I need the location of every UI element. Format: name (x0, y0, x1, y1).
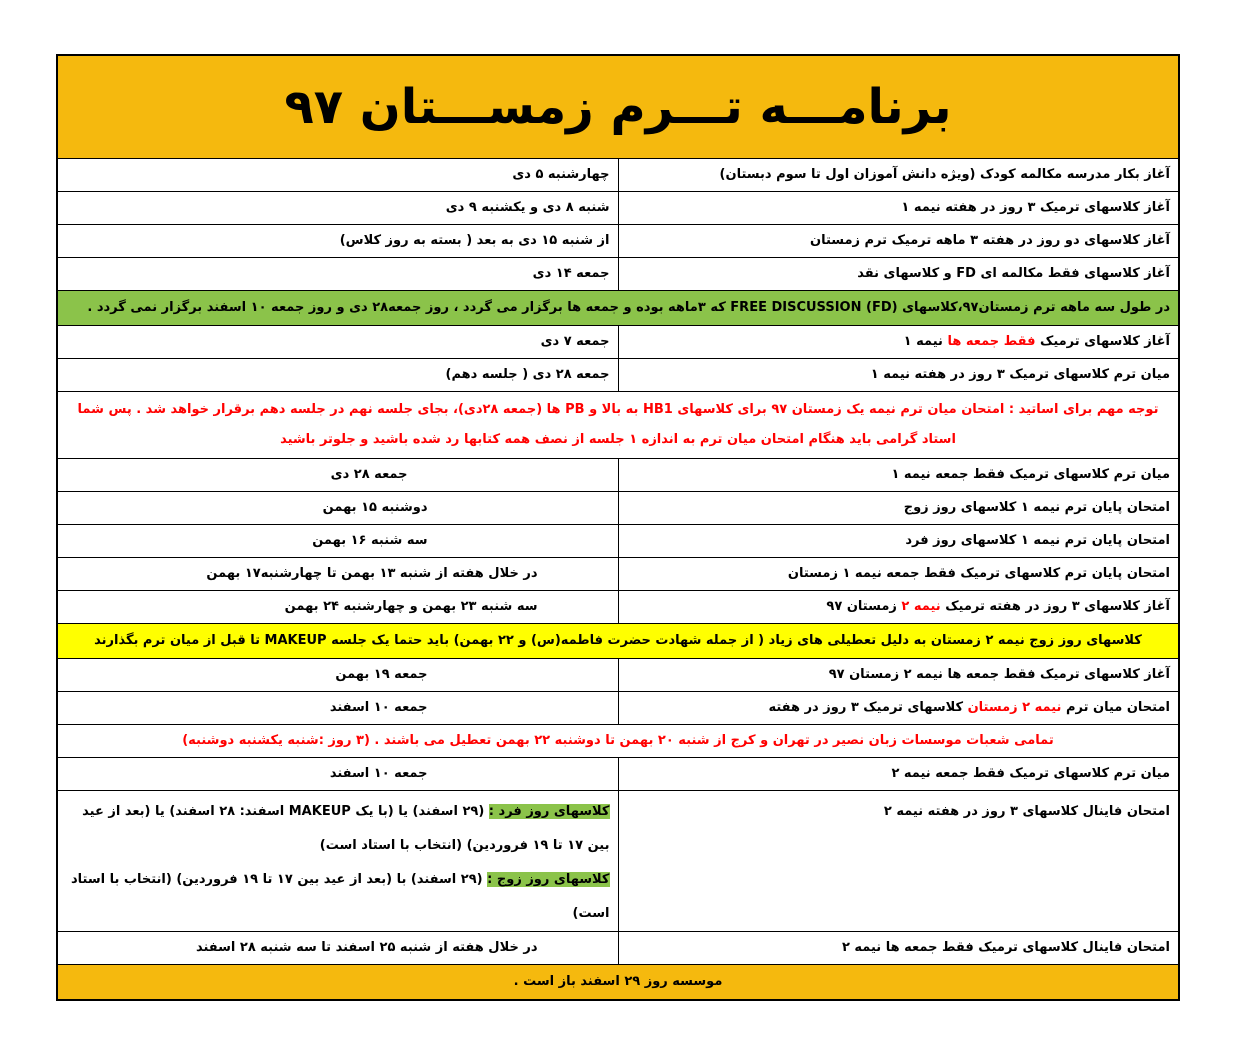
label-part: آغاز کلاسهای ترمیک (1035, 334, 1170, 349)
label-part: نیمه ۱ (903, 334, 948, 349)
row-label: امتحان فاینال کلاسهای ترمیک فقط جمعه ها نیمه ۲ (618, 932, 1179, 965)
label-part: امتحان میان ترم (1061, 700, 1170, 715)
row-label (618, 326, 1179, 359)
teacher-notice-row (58, 392, 1179, 459)
row-label: آغاز کلاسهای فقط مکالمه ای FD و کلاسهای نقد (618, 258, 1179, 291)
table-row (58, 932, 1179, 965)
table-row (58, 258, 1179, 291)
teacher-notice: توجه مهم برای اساتید : امتحان میان ترم نیمه یک زمستان ۹۷ برای کلاسهای HB1 به بالا و PB ها (جمعه ۲۸دی)، بجای جلسه نهم در جلسه دهم برقرار خواهد شد . پس شما استاد گرامی باید هنگام امتحان میان ترم به اندازه ۱ جلسه از نصف همه کتابها رد شده باشید و جلوتر باشید (58, 392, 1179, 459)
even-days-label: کلاسهای روز زوج : (487, 872, 610, 887)
row-value: دوشنبه ۱۵ بهمن (58, 492, 619, 525)
table-row (58, 692, 1179, 725)
row-label: میان ترم کلاسهای ترمیک فقط جمعه نیمه ۲ (618, 758, 1179, 791)
makeup-notice: کلاسهای روز زوج نیمه ۲ زمستان به دلیل تعطیلی های زیاد ( از جمله شهادت حضرت فاطمه(س) و ۲۲ بهمن) باید حتما یک جلسه MAKEUP تا قبل از میان ترم بگذارند (58, 624, 1179, 659)
schedule-sheet (56, 54, 1180, 1001)
row-value: چهارشنبه ۵ دی (58, 159, 619, 192)
row-value: جمعه ۷ دی (58, 326, 619, 359)
table-row (58, 359, 1179, 392)
final-exam-details (58, 791, 619, 932)
row-value: سه شنبه ۲۳ بهمن و چهارشنبه ۲۴ بهمن (58, 591, 619, 624)
row-label: آغاز کلاسهای دو روز در هفته ۳ ماهه ترمیک ترم زمستان (618, 225, 1179, 258)
green-notice-row (58, 291, 1179, 326)
footer-note: موسسه روز ۲۹ اسفند باز است . (58, 965, 1179, 1000)
label-highlight: نیمه ۲ (901, 599, 941, 614)
table-row (58, 558, 1179, 591)
label-part: کلاسهای ترمیک ۳ روز در هفته (768, 700, 968, 715)
label-part: زمستان ۹۷ (826, 599, 902, 614)
footer-row (58, 965, 1179, 1000)
row-label: آغاز کلاسهای ترمیک فقط جمعه ها نیمه ۲ زمستان ۹۷ (618, 659, 1179, 692)
table-row (58, 459, 1179, 492)
closure-notice-row (58, 725, 1179, 758)
row-value: جمعه ۱۰ اسفند (58, 692, 619, 725)
table-row (58, 225, 1179, 258)
yellow-notice-row (58, 624, 1179, 659)
page-title: برنامـــه تـــرم زمســـتان ۹۷ (58, 56, 1179, 159)
row-value: در خلال هفته از شنبه ۲۵ اسفند تا سه شنبه ۲۸ اسفند (58, 932, 619, 965)
table-row (58, 192, 1179, 225)
final-exam-row (58, 791, 1179, 932)
row-value: در خلال هفته از شنبه ۱۳ بهمن تا چهارشنبه۱۷ بهمن (58, 558, 619, 591)
schedule-table (57, 55, 1179, 1000)
even-days-text: (۲۹ اسفند) با (بعد از عید بین ۱۷ تا ۱۹ فروردین) (انتخاب با استاد است) (70, 872, 610, 921)
row-label: امتحان پایان ترم کلاسهای ترمیک فقط جمعه نیمه ۱ زمستان (618, 558, 1179, 591)
row-value: جمعه ۱۰ اسفند (58, 758, 619, 791)
row-value: جمعه ۲۸ دی ( جلسه دهم) (58, 359, 619, 392)
table-row (58, 159, 1179, 192)
row-value: جمعه ۱۹ بهمن (58, 659, 619, 692)
label-highlight: فقط جمعه ها (947, 334, 1036, 349)
row-label (618, 591, 1179, 624)
odd-days-label: کلاسهای روز فرد : (488, 804, 610, 819)
table-row (58, 758, 1179, 791)
row-label (618, 692, 1179, 725)
label-highlight: نیمه ۲ زمستان (967, 700, 1062, 715)
row-label: امتحان پایان ترم نیمه ۱ کلاسهای روز فرد (618, 525, 1179, 558)
row-label: امتحان فاینال کلاسهای ۳ روز در هفته نیمه ۲ (618, 791, 1179, 932)
label-part: آغاز کلاسهای ۳ روز در هفته ترمیک (940, 599, 1170, 614)
table-row (58, 492, 1179, 525)
row-label: میان ترم کلاسهای ترمیک فقط جمعه نیمه ۱ (618, 459, 1179, 492)
closure-notice: تمامی شعبات موسسات زبان نصیر در تهران و کرج از شنبه ۲۰ بهمن تا دوشنبه ۲۲ بهمن تعطیل می باشند . (۳ روز :شنبه یکشنبه دوشنبه) (58, 725, 1179, 758)
row-label: امتحان پایان ترم نیمه ۱ کلاسهای روز زوج (618, 492, 1179, 525)
table-row (58, 326, 1179, 359)
fd-notice: در طول سه ماهه ترم زمستان۹۷،کلاسهای FREE DISCUSSION (FD) که ۳ماهه بوده و جمعه ها برگزار می گردد ، روز جمعه۲۸ دی و روز جمعه ۱۰ اسفند برگزار نمی گردد . (58, 291, 1179, 326)
row-label: میان ترم کلاسهای ترمیک ۳ روز در هفته نیمه ۱ (618, 359, 1179, 392)
row-label: آغاز کلاسهای ترمیک ۳ روز در هفته نیمه ۱ (618, 192, 1179, 225)
row-value: جمعه ۲۸ دی (58, 459, 619, 492)
table-row (58, 659, 1179, 692)
row-value: سه شنبه ۱۶ بهمن (58, 525, 619, 558)
title-row (58, 56, 1179, 159)
row-value: از شنبه ۱۵ دی به بعد ( بسته به روز کلاس) (58, 225, 619, 258)
table-row (58, 591, 1179, 624)
row-value: شنبه ۸ دی و یکشنبه ۹ دی (58, 192, 619, 225)
row-label: آغاز بکار مدرسه مکالمه کودک (ویژه دانش آموزان اول تا سوم دبستان) (618, 159, 1179, 192)
row-value: جمعه ۱۴ دی (58, 258, 619, 291)
table-row (58, 525, 1179, 558)
odd-days-text: (۲۹ اسفند) یا (با یک MAKEUP اسفند: ۲۸ اسفند) یا (بعد از عید بین ۱۷ تا ۱۹ فروردین) (انتخاب با استاد است) (82, 804, 610, 853)
